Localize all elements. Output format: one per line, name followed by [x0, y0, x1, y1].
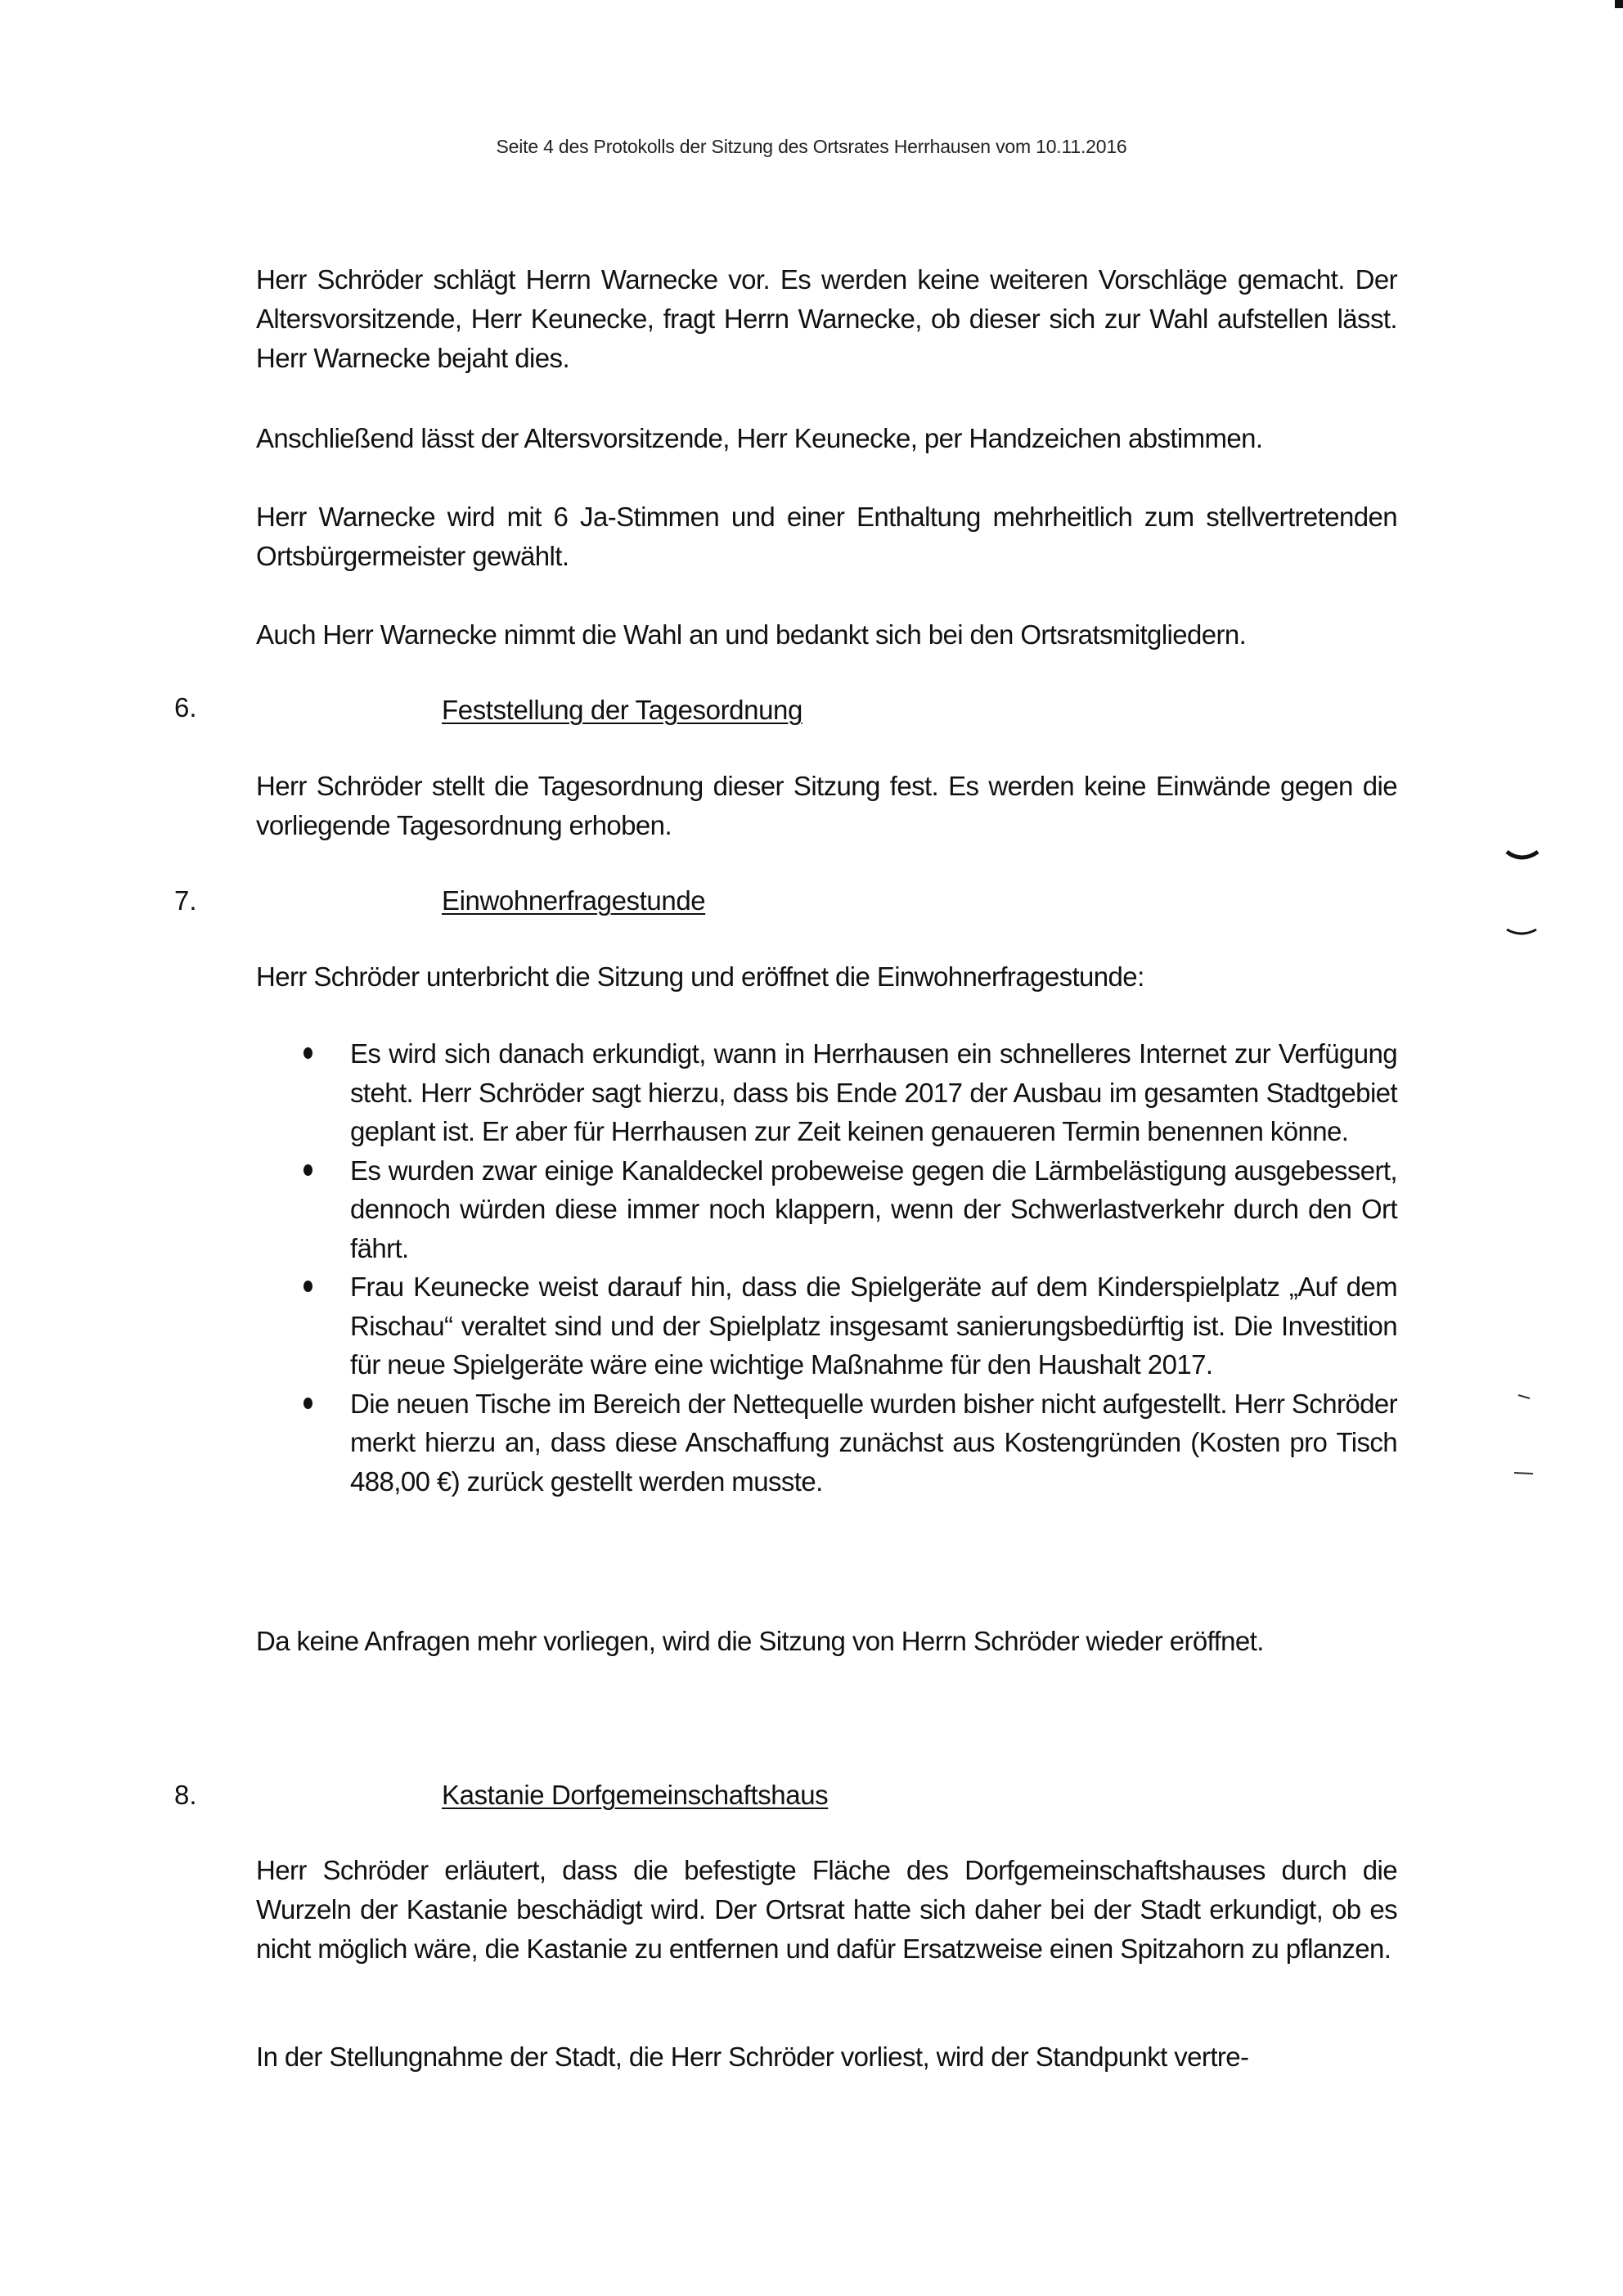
list-item-text: Es wurden zwar einige Kanaldeckel probeweise gegen die Lärmbelästigung ausgebessert, dennoch würden diese immer noch klappern, wenn der Schwerlastverkehr durch den Ort fährt. [350, 1155, 1397, 1263]
section-continuation: In der Stellungnahme der Stadt, die Herr Schröder vorliest, wird der Standpunkt vertre- [256, 2042, 1249, 2072]
bullet-icon [303, 1281, 312, 1292]
scan-artifact-mark [1517, 1393, 1534, 1401]
bullet-icon [303, 1047, 312, 1059]
section-number: 7. [174, 885, 197, 916]
section-text: Herr Schröder erläutert, dass die befestigte Fläche des Dorfgemeinschaftshauses durch die Wurzeln der Kastanie beschädigt wird. Der Ortsrat hatte sich daher bei der Stadt erkundigt, ob es nicht möglich wäre, die Kastanie zu entfernen und dafür Ersatzweise einen Spitzahorn zu pflanzen. [256, 1855, 1397, 1964]
scan-artifact-mark [1505, 847, 1542, 871]
intro-paragraph: Anschließend lässt der Altersvorsitzende, Herr Keunecke, per Handzeichen abstimmen. [256, 423, 1263, 453]
scan-artifact-mark [1505, 925, 1542, 949]
section-closing: Da keine Anfragen mehr vorliegen, wird die Sitzung von Herrn Schröder wieder eröffnet. [256, 1626, 1264, 1656]
list-item [291, 1267, 1397, 1384]
list-item [291, 1151, 1397, 1268]
intro-paragraph: Herr Schröder schlägt Herrn Warnecke vor. Es werden keine weiteren Vorschläge gemacht. Der Altersvorsitzende, Herr Keunecke, fragt Herrn Warnecke, ob dieser sich zur Wahl aufstellen lässt. Herr Warnecke bejaht dies. [256, 264, 1397, 373]
list-item-text: Die neuen Tische im Bereich der Nettequelle wurden bisher nicht aufgestellt. Herr Schröder merkt hierzu an, dass diese Anschaffung zunächst aus Kostengründen (Kosten pro Tisch 488,00 €) zurück gestellt werden musste. [350, 1388, 1397, 1497]
bullet-icon [303, 1164, 312, 1176]
page-header: Seite 4 des Protokolls der Sitzung des Ortsrates Herrhausen vom 10.11.2016 [496, 136, 1127, 157]
scan-artifact-mark [1513, 1470, 1538, 1479]
list-item-text: Es wird sich danach erkundigt, wann in Herrhausen ein schnelleres Internet zur Verfügung steht. Herr Schröder sagt hierzu, dass bis Ende 2017 der Ausbau im gesamten Stadtgebiet geplant ist. Er aber für Herrhausen zur Zeit keinen genaueren Termin benennen könne. [350, 1038, 1397, 1146]
section-title: Einwohnerfragestunde [442, 885, 706, 916]
bullet-icon [303, 1398, 312, 1409]
section-text: Herr Schröder stellt die Tagesordnung dieser Sitzung fest. Es werden keine Einwände gegen die vorliegende Tagesordnung erhoben. [256, 771, 1397, 840]
section-title: Kastanie Dorfgemeinschaftshaus [442, 1780, 829, 1810]
list-item [291, 1384, 1397, 1501]
section-number: 8. [174, 1780, 197, 1810]
list-item-text: Frau Keunecke weist darauf hin, dass die Spielgeräte auf dem Kinderspielplatz „Auf dem Rischau“ veraltet sind und der Spielplatz insgesamt sanierungsbedürftig ist. Die Investition für neue Spielgeräte wäre eine wichtige Maßnahme für den Haushalt 2017. [350, 1272, 1397, 1380]
intro-paragraph: Auch Herr Warnecke nimmt die Wahl an und bedankt sich bei den Ortsratsmitgliedern. [256, 619, 1247, 650]
scan-corner-mark [1615, 0, 1623, 8]
bullet-list [291, 1034, 1397, 1501]
section-number: 6. [174, 692, 197, 723]
section-text: Herr Schröder unterbricht die Sitzung und eröffnet die Einwohnerfragestunde: [256, 961, 1144, 992]
section-title: Feststellung der Tagesordnung [442, 695, 803, 725]
list-item [291, 1034, 1397, 1151]
intro-paragraph: Herr Warnecke wird mit 6 Ja-Stimmen und einer Enthaltung mehrheitlich zum stellvertretenden Ortsbürgermeister gewählt. [256, 502, 1397, 571]
